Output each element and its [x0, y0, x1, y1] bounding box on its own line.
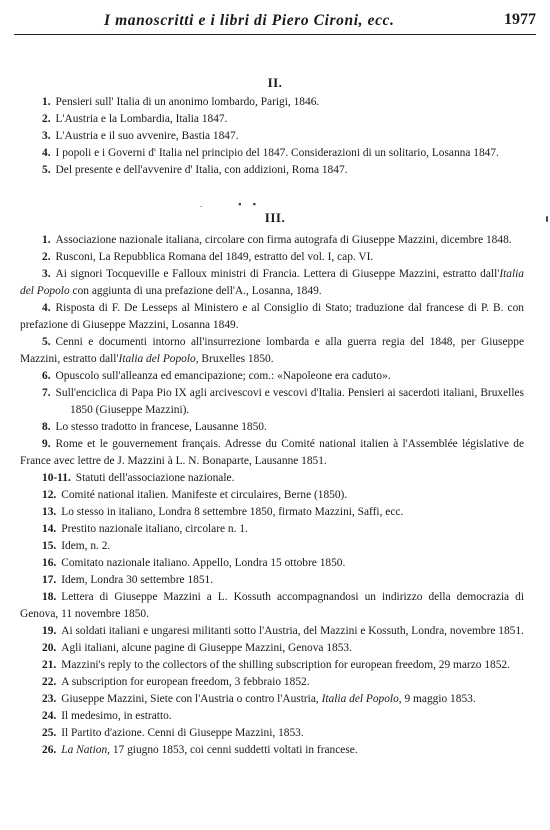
entry-text: Sull'enciclica di Papa Pio IX agli arcivescovi e vescovi d'Italia. Pensieri ai sacerdoti italiani, Bruxelles 1850 (Giuseppe Mazzini). — [55, 387, 524, 416]
running-title: I manoscritti e i libri di Piero Cironi, ecc. — [104, 12, 395, 29]
entry-number: 2. — [42, 251, 51, 263]
entry-list-section-ii — [20, 94, 524, 179]
list-item — [20, 145, 524, 162]
list-item — [20, 300, 524, 334]
entry-number: 2. — [42, 113, 51, 125]
entry-number: 23. — [42, 693, 57, 705]
entry-text: , 17 giugno 1853, coi cenni suddetti voltati in francese. — [107, 744, 358, 756]
list-item — [20, 487, 524, 504]
entry-text: Lettera di Giuseppe Mazzini a L. Kossuth accompagnandosi un indirizzo della democrazia di Genova, 11 novembre 1850. — [20, 591, 524, 620]
list-item — [20, 419, 524, 436]
entry-text: Comité national italien. Manifeste et circulaires, Berne (1850). — [61, 489, 348, 501]
list-item — [20, 640, 524, 657]
entry-text: Rusconi, La Repubblica Romana del 1849, estratto del vol. I, cap. VI. — [55, 251, 374, 263]
entry-number: 26. — [42, 744, 57, 756]
list-item — [20, 504, 524, 521]
entry-text: Idem, Londra 30 settembre 1851. — [61, 574, 214, 586]
entry-number: 3. — [42, 268, 51, 280]
list-item — [20, 266, 524, 300]
entry-number: 3. — [42, 130, 51, 142]
entry-number: 12. — [42, 489, 57, 501]
entry-number: 19. — [42, 625, 57, 637]
entry-italic-title: Italia del Popolo — [321, 693, 399, 705]
entry-number: 22. — [42, 676, 57, 688]
entry-text: Il Partito d'azione. Cenni di Giuseppe Mazzini, 1853. — [61, 727, 304, 739]
list-item — [20, 691, 524, 708]
list-item — [20, 572, 524, 589]
list-item — [20, 742, 524, 759]
entry-text: Statuti dell'associazione nazionale. — [75, 472, 235, 484]
entry-text: Associazione nazionale italiana, circolare con firma autografa di Giuseppe Mazzini, dicembre 1848. — [55, 234, 512, 246]
entry-number: 13. — [42, 506, 57, 518]
entry-number: 5. — [42, 336, 51, 348]
entry-text: Mazzini's reply to the collectors of the shilling subscription for european freedom, 29 marzo 1852. — [61, 659, 510, 671]
entry-number: 20. — [42, 642, 57, 654]
list-item — [20, 162, 524, 179]
list-item — [20, 470, 524, 487]
list-item — [20, 94, 524, 111]
entry-number: 21. — [42, 659, 57, 671]
entry-text: Agli italiani, alcune pagine di Giuseppe Mazzini, Genova 1853. — [61, 642, 352, 654]
list-item — [20, 725, 524, 742]
entry-number: 1. — [42, 234, 51, 246]
list-item — [20, 657, 524, 674]
list-item — [20, 111, 524, 128]
list-item — [20, 555, 524, 572]
entry-text: L'Austria e la Lombardia, Italia 1847. — [55, 113, 228, 125]
entry-text: Prestito nazionale italiano, circolare n. 1. — [61, 523, 248, 535]
list-item — [20, 589, 524, 623]
entry-number: 10-11. — [42, 472, 71, 484]
section-heading-iii: III. — [264, 210, 286, 225]
entry-text: Pensieri sull' Italia di un anonimo lombardo, Parigi, 1846. — [55, 96, 320, 108]
entry-text: Cenni e documenti intorno all'insurrezione lombarda e alla guerra regia del 1848, per Giuseppe Mazzini, estratto dall' — [20, 336, 524, 365]
scan-marks: . ▪ ▪ — [200, 199, 256, 209]
entry-text: A subscription for european freedom, 3 febbraio 1852. — [61, 676, 310, 688]
entry-list-section-iii — [20, 232, 524, 759]
page-number: 1977 — [504, 11, 536, 28]
list-item — [20, 334, 524, 368]
list-item — [20, 436, 524, 470]
entry-text: Comitato nazionale italiano. Appello, Londra 15 ottobre 1850. — [61, 557, 346, 569]
entry-italic-title: Italia del Popolo — [20, 268, 524, 297]
entry-number: 16. — [42, 557, 57, 569]
entry-number: 4. — [42, 302, 51, 314]
entry-text: Rome et le gouvernement français. Adresse du Comité national italien à l'Assemblée législative de France avec lettre de J. Mazzini à L. N. Bonaparte, Lausanne 1851. — [20, 438, 524, 467]
entry-number: 1. — [42, 96, 51, 108]
list-item — [20, 128, 524, 145]
entry-text: con aggiunta di una prefazione dell'A., Losanna, 1849. — [69, 285, 322, 297]
list-item — [20, 521, 524, 538]
entry-text: Lo stesso tradotto in francese, Lausanne 1850. — [55, 421, 267, 433]
entry-number: 8. — [42, 421, 51, 433]
entry-number: 7. — [42, 387, 51, 399]
entry-text: Del presente e dell'avvenire d' Italia, con addizioni, Roma 1847. — [55, 164, 348, 176]
entry-number: 17. — [42, 574, 57, 586]
entry-number: 4. — [42, 147, 51, 159]
list-item — [20, 674, 524, 691]
entry-text: Opuscolo sull'alleanza ed emancipazione; com.: «Napoleone era caduto». — [55, 370, 391, 382]
entry-number: 18. — [42, 591, 57, 603]
list-item — [20, 368, 524, 385]
entry-number: 9. — [42, 438, 51, 450]
entry-text: Ai signori Tocqueville e Falloux ministri di Francia. Lettera di Giuseppe Mazzini, estratto dall' — [55, 268, 500, 280]
list-item — [20, 249, 524, 266]
list-item — [20, 232, 524, 249]
entry-number: 15. — [42, 540, 57, 552]
entry-italic-title: Italia del Popolo — [118, 353, 196, 365]
list-item — [20, 708, 524, 725]
entry-italic-title: La Nation — [61, 744, 108, 756]
entry-text: , 9 maggio 1853. — [398, 693, 476, 705]
entry-number: 14. — [42, 523, 57, 535]
entry-text: , Bruxelles 1850. — [195, 353, 274, 365]
entry-text: Ai soldati italiani e ungaresi militanti sotto l'Austria, del Mazzini e Kossuth, Londra, novembre 1851. — [61, 625, 524, 637]
list-item — [20, 623, 524, 640]
entry-number: 24. — [42, 710, 57, 722]
entry-text: Lo stesso in italiano, Londra 8 settembre 1850, firmato Mazzini, Saffi, ecc. — [61, 506, 404, 518]
running-header — [14, 10, 536, 35]
entry-number: 25. — [42, 727, 57, 739]
entry-text: I popoli e i Governi d' Italia nel principio del 1847. Considerazioni di un solitario, Losanna 1847. — [55, 147, 499, 159]
entry-number: 6. — [42, 370, 51, 382]
entry-number: 5. — [42, 164, 51, 176]
entry-text: Risposta di F. De Lesseps al Ministero e al Consiglio di Stato; traduzione dal francese di P. B. con prefazione di Giuseppe Mazzini, Losanna 1849. — [20, 302, 524, 331]
entry-text: Giuseppe Mazzini, Siete con l'Austria o contro l'Austria, — [61, 693, 322, 705]
entry-text: Idem, n. 2. — [61, 540, 111, 552]
list-item — [20, 385, 524, 419]
section-heading-ii: II. — [267, 75, 283, 90]
entry-text: L'Austria e il suo avvenire, Bastia 1847. — [55, 130, 239, 142]
entry-text: Il medesimo, in estratto. — [61, 710, 172, 722]
list-item — [20, 538, 524, 555]
